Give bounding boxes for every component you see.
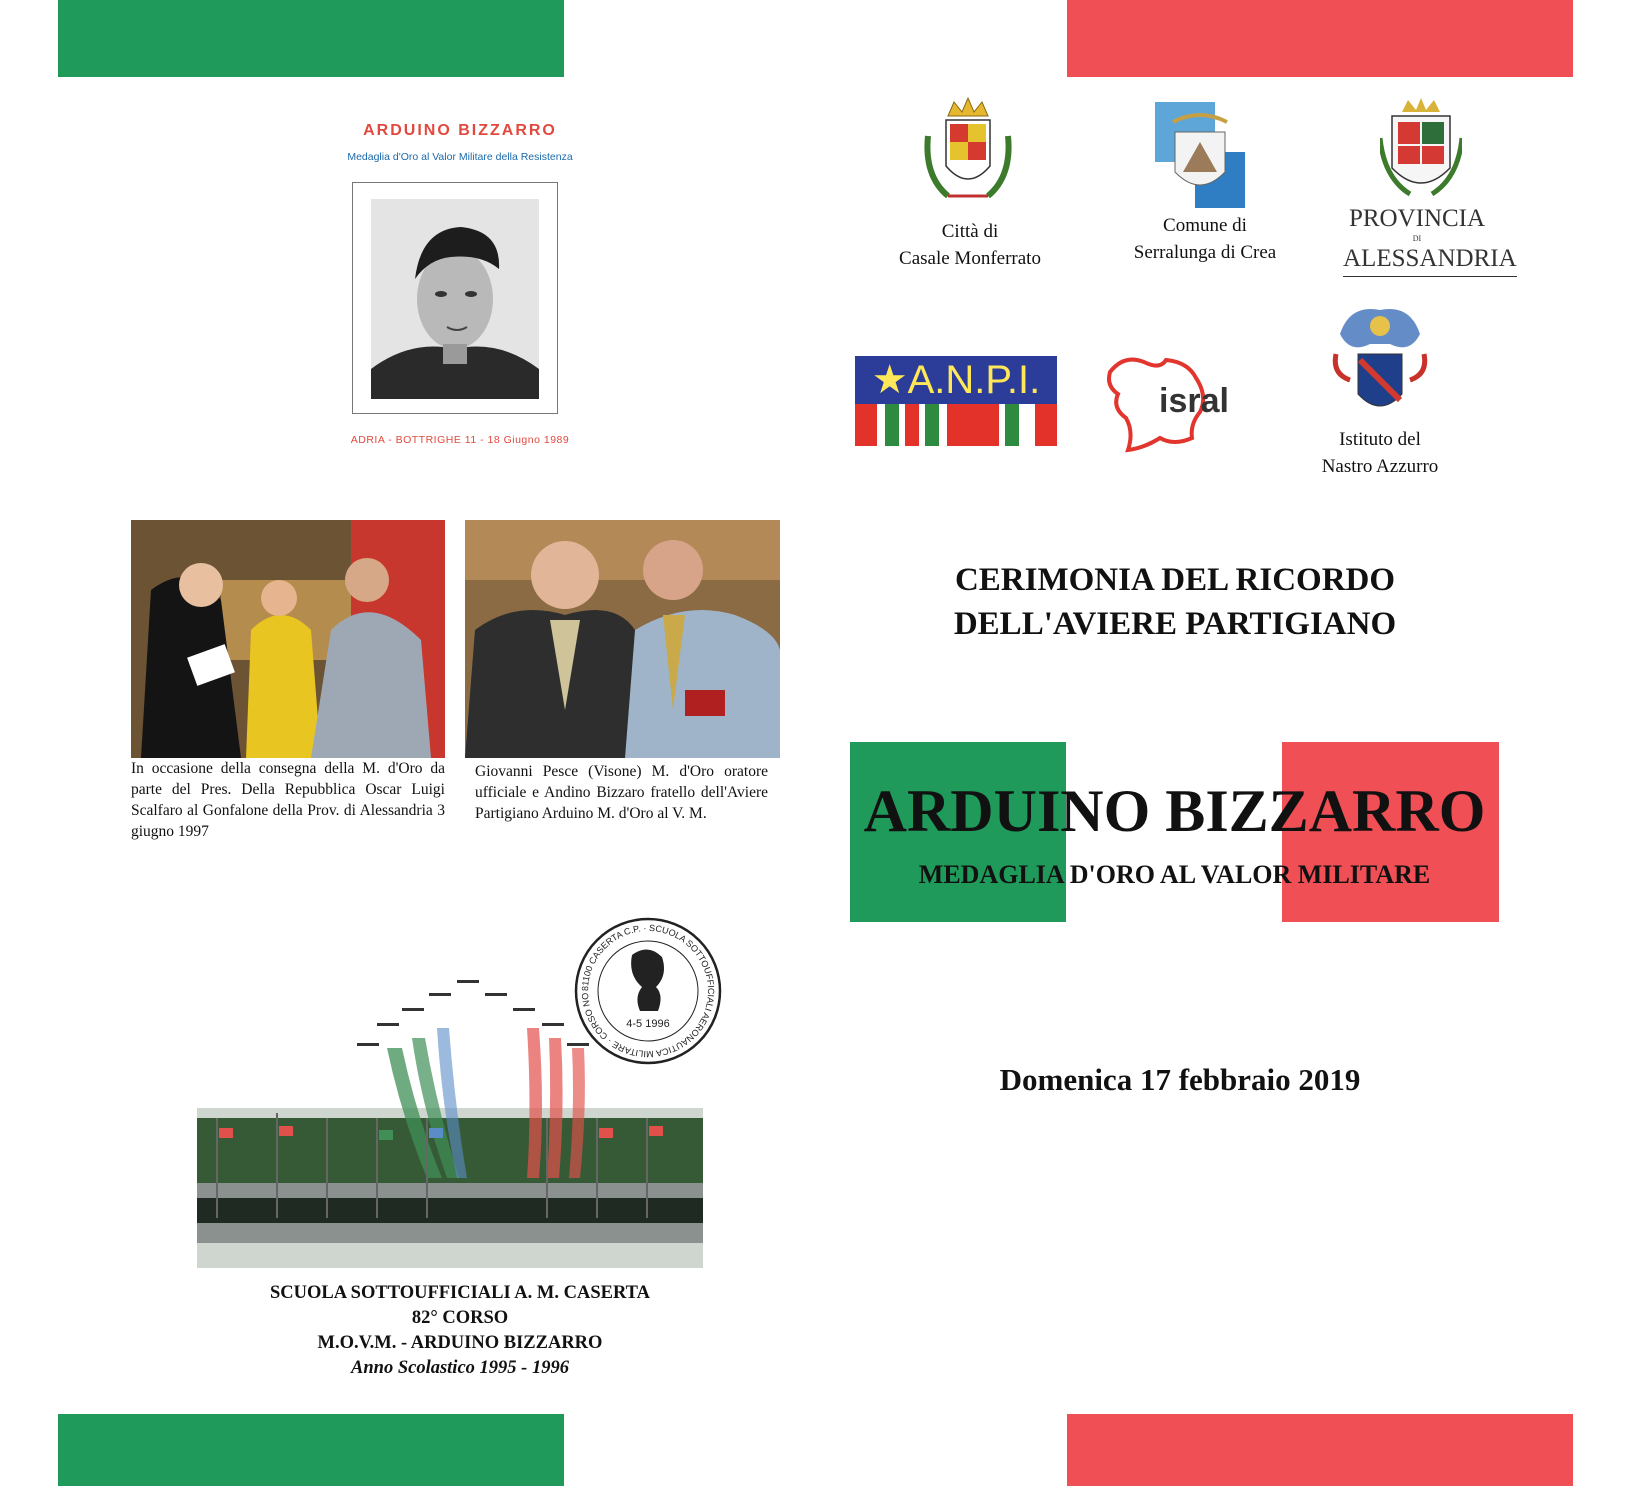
provincia-label-di: DI <box>1412 234 1422 243</box>
ceremony-photo-right <box>465 520 780 758</box>
ceremony-headline-line2: DELL'AVIERE PARTIGIANO <box>953 606 1397 642</box>
anpi-text: ★A.N.P.I. <box>855 356 1057 404</box>
bottom-left-green-band <box>58 1414 564 1486</box>
postmark-date: 4-5 1996 <box>626 1018 670 1030</box>
anpi-label: A.N.P.I. <box>907 358 1041 402</box>
nastro-label-line2: Nastro Azzurro <box>1321 456 1439 477</box>
bottom-right-red-band <box>1067 1414 1573 1486</box>
provincia-coat-of-arms-icon <box>1380 98 1462 202</box>
anpi-logo <box>855 356 1057 446</box>
postmark-ring-text: 81100 CASERTA C.P. · SCUOLA SOTTOUFFICIALI AERONAUTICA MILITARE · CORSO NO <box>579 922 717 1060</box>
event-date: Domenica 17 febbraio 2019 <box>999 1062 1361 1097</box>
provincia-label-line2: ALESSANDRIA <box>1343 242 1517 277</box>
top-right-red-band <box>1067 0 1573 77</box>
serralunga-label-line1: Comune di <box>1163 215 1247 236</box>
school-text-block <box>180 1281 740 1381</box>
isral-label: isral <box>1159 382 1229 420</box>
serralunga-label-line2: Serralunga di Crea <box>1133 242 1277 263</box>
poster-footer: ADRIA - BOTTRIGHE 11 - 18 Giugno 1989 <box>350 434 570 446</box>
school-line-1: SCUOLA SOTTOUFFICIALI A. M. CASERTA <box>269 1283 651 1303</box>
provincia-label-line1: PROVINCIA <box>1348 205 1486 232</box>
nastro-azzurro-label <box>1290 426 1470 480</box>
poster-subtitle: Medaglia d'Oro al Valor Militare della Resistenza <box>347 151 573 163</box>
ceremony-photo-left <box>131 520 445 758</box>
honoree-medal: MEDAGLIA D'ORO AL VALOR MILITARE <box>918 860 1431 889</box>
casale-label-line2: Casale Monferrato <box>899 248 1041 269</box>
school-line-2: 82° CORSO <box>411 1308 509 1328</box>
honoree-banner <box>850 742 1499 922</box>
casale-label <box>870 218 1070 272</box>
top-left-green-band <box>58 0 564 77</box>
casale-label-line1: Città di <box>941 221 999 242</box>
portrait-photo <box>371 199 539 399</box>
ceremony-headline-line1: CERIMONIA DEL RICORDO <box>954 562 1396 598</box>
nastro-label-line1: Istituto del <box>1339 429 1421 450</box>
portrait-frame <box>352 182 558 414</box>
provincia-label <box>1343 202 1517 277</box>
left-photo-caption: In occasione della consegna della M. d'Oro da parte del Pres. Della Repubblica Oscar Luigi Scalfaro al Gonfalone della Prov. di Alessandria 3 giugno 1997 <box>131 760 445 840</box>
right-photo-caption: Giovanni Pesce (Visone) M. d'Oro oratore ufficiale e Andino Bizzaro fratello dell'Aviere Partigiano Arduino M. d'Oro al V. M. <box>475 763 768 822</box>
serralunga-coat-of-arms-icon <box>1155 102 1245 208</box>
nastro-azzurro-coat-of-arms-icon <box>1330 304 1430 422</box>
ceremony-headline <box>880 558 1470 646</box>
school-line-3: M.O.V.M. - ARDUINO BIZZARRO <box>317 1333 603 1353</box>
honoree-name: ARDUINO BIZZARRO <box>863 778 1486 844</box>
poster-title: ARDUINO BIZZARRO <box>363 122 557 139</box>
serralunga-label <box>1100 212 1310 266</box>
casale-coat-of-arms-icon <box>918 96 1018 214</box>
school-line-4: Anno Scolastico 1995 - 1996 <box>351 1358 569 1378</box>
postmark-stamp <box>572 915 724 1067</box>
